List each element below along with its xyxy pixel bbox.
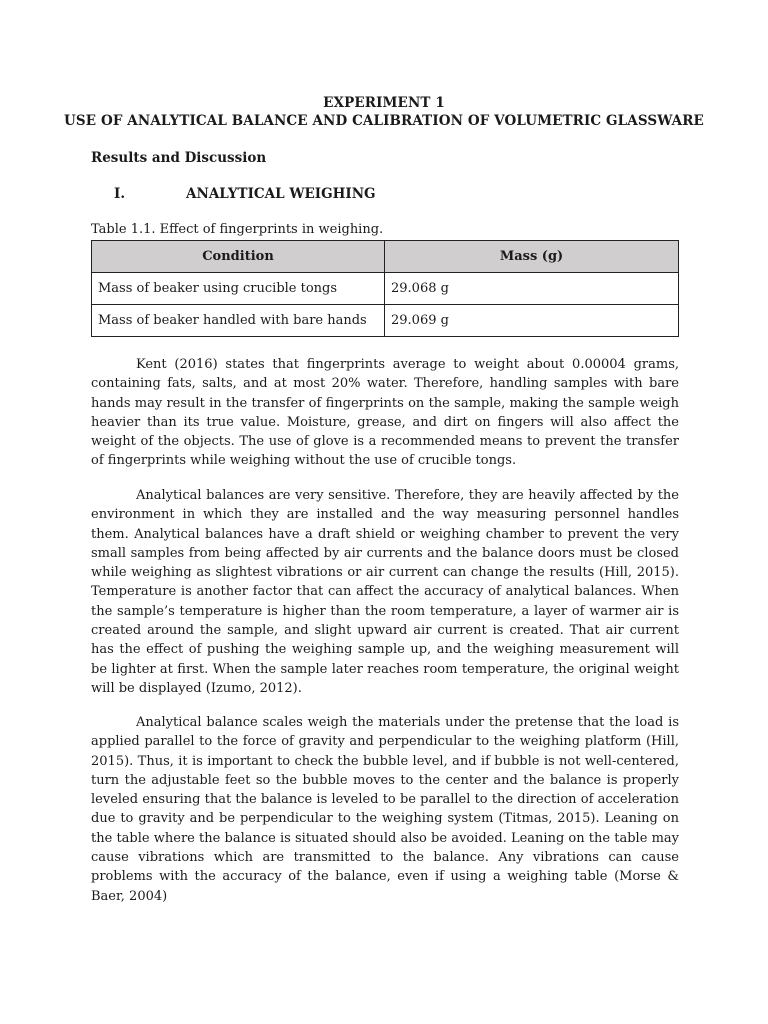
- paragraph-balance-leveling: Analytical balance scales weigh the materials under the pretense that the load is applied parallel to the force of gravity and perpendicular to the weighing platform (Hill, 2015). Thus, it is important to check the bubble level, and if bubble is not well-centered, turn the adjustable feet so the bubble moves to the center and the balance is properly leveled ensuring that the balance is leveled to be parallel to the direction of acceleration due to gravity and be perpendicular to the weighing system (Titmas, 2015). Leaning on the table where the balance is situated should also be avoided. Leaning on the table may cause vibrations which are transmitted to the balance. Any vibrations can cause problems with the accuracy of the balance, even if using a weighing table (Morse & Baer, 2004): [91, 715, 679, 904]
- experiment-number: EXPERIMENT 1: [323, 95, 445, 111]
- table-header-row: [92, 241, 679, 273]
- paragraph-balance-sensitivity: Analytical balances are very sensitive. Therefore, they are heavily affected by the environment in which they are installed and the way measuring personnel handles them. Analytical balances have a draft shield or weighing chamber to prevent the very small samples from being affected by air currents and the balance doors must be closed while weighing as slightest vibrations or air current can change the results (Hill, 2015). Temperature is another factor that can affect the accuracy of analytical balances. When the sample’s temperature is higher than the room temperature, a layer of warmer air is created around the sample, and slight upward air current is created. That air current has the effect of pushing the weighing sample up, and the weighing measurement will be lighter at first. When the sample later reaches room temperature, the original weight will be displayed (Izumo, 2012).: [91, 488, 679, 696]
- fingerprint-weighing-table: [91, 240, 679, 337]
- column-header-mass: Mass (g): [385, 241, 679, 273]
- table-caption: Table 1.1. Effect of fingerprints in weighing.: [91, 222, 384, 237]
- table-cell-condition: Mass of beaker handled with bare hands: [92, 305, 385, 337]
- experiment-title: USE OF ANALYTICAL BALANCE AND CALIBRATION OF VOLUMETRIC GLASSWARE: [64, 113, 704, 129]
- column-header-condition: Condition: [92, 241, 385, 273]
- subsection-number: I.: [114, 186, 126, 202]
- subsection-title: ANALYTICAL WEIGHING: [186, 186, 376, 202]
- table-row: [92, 305, 679, 337]
- table-cell-mass: 29.068 g: [385, 273, 679, 305]
- table-cell-mass: 29.069 g: [385, 305, 679, 337]
- table-row: [92, 273, 679, 305]
- table-cell-condition: Mass of beaker using crucible tongs: [92, 273, 385, 305]
- section-heading: Results and Discussion: [91, 150, 267, 166]
- paragraph-fingerprints: Kent (2016) states that fingerprints average to weight about 0.00004 grams, containing fats, salts, and at most 20% water. Therefore, handling samples with bare hands may result in the transfer of fingerprints on the sample, making the sample weigh heavier than its true value. Moisture, grease, and dirt on fingers will also affect the weight of the objects. The use of glove is a recommended means to prevent the transfer of fingerprints while weighing without the use of crucible tongs.: [91, 357, 679, 469]
